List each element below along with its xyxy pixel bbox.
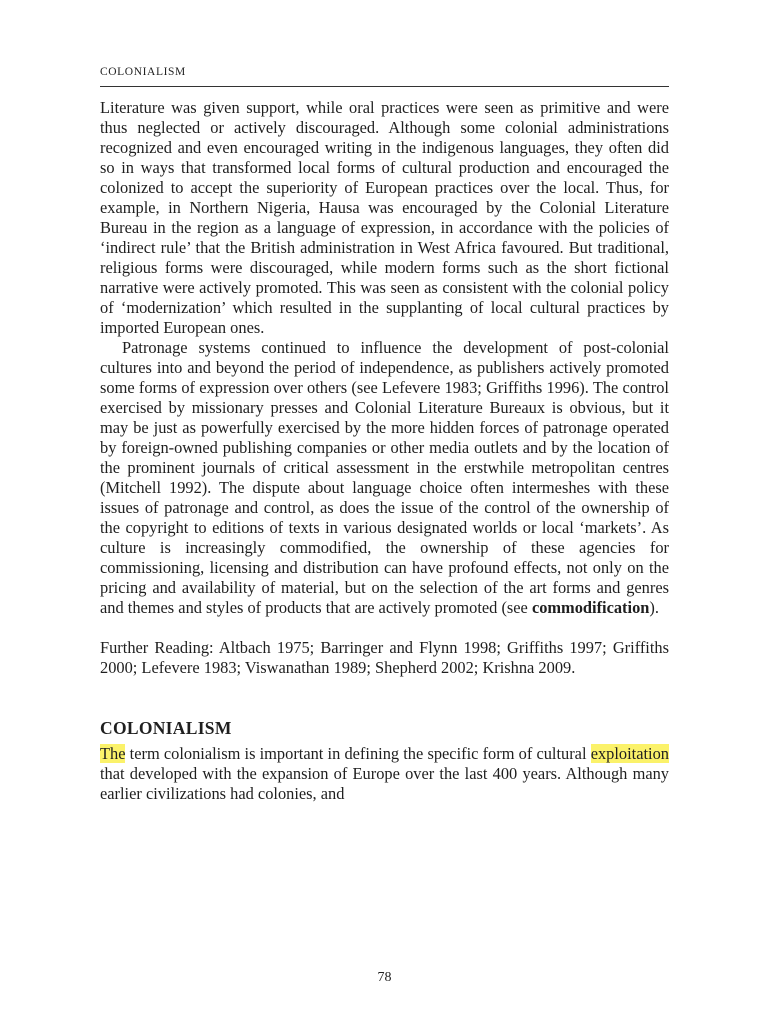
highlighted-word-the: The xyxy=(100,744,126,763)
commodification-cross-reference: commodification xyxy=(531,598,650,617)
page-number: 78 xyxy=(377,970,392,985)
header-rule xyxy=(100,86,669,87)
body-text xyxy=(100,98,669,804)
running-head: COLONIALISM xyxy=(100,66,186,78)
paragraph-patronage xyxy=(100,338,669,618)
paragraph-patronage-end: ). xyxy=(649,598,659,617)
intro-text-2: that developed with the expansion of Europe over the last 400 years. Although many earlier civilizations had colonies, and xyxy=(100,764,669,803)
paragraph-patronage-text: Patronage systems continued to influence the development of post-colonial cultures into and beyond the period of independence, as publishers actively promoted some forms of expression over others (see Lefevere 1983; Griffiths 1996). The control exercised by missionary presses and Colonial Literature Bureaux is obvious, but it may be just as powerfully exercised by the more hidden forces of patronage operated by foreign-owned publishing companies or other media outlets and by the location of the prominent journals of critical assessment in the erstwhile metropolitan centres (Mitchell 1992). The dispute about language choice often intermeshes with these issues of patronage and control, as does the issue of the control of the ownership of the copyright to editions of texts in various designated worlds or local ‘markets’. As culture is increasingly commodified, the ownership of these agencies for commissioning, licensing and distribution can have profound effects, not only on the pricing and availability of material, but on the selection of the art forms and genres and themes and styles of products that are actively promoted (see xyxy=(100,338,669,617)
paragraph-colonialism-intro xyxy=(100,744,669,804)
paragraph-literature-support: Literature was given support, while oral practices were seen as primitive and were thus neglected or actively discouraged. Although some colonial administrations recognized and even encouraged writing in the indigenous languages, they often did so in ways that transformed local forms of cultural production and encouraged the colonized to accept the superiority of European practices over the local. Thus, for example, in Northern Nigeria, Hausa was encouraged by the Colonial Literature Bureau in the region as a language of expression, in accordance with the policies of ‘indirect rule’ that the British administration in West Africa favoured. But traditional, religious forms were discouraged, while modern forms such as the short fictional narrative were actively promoted. This was seen as consistent with the colonial policy of ‘modernization’ which resulted in the supplanting of local cultural practices by imported European ones. xyxy=(100,98,669,337)
highlighted-word-exploitation: exploitation xyxy=(590,744,669,763)
further-reading: Further Reading: Altbach 1975; Barringer and Flynn 1998; Griffiths 1997; Griffiths 2000; Lefevere 1983; Viswanathan 1989; Shepherd 2002; Krishna 2009. xyxy=(100,638,669,677)
section-heading-colonialism: COLONIALISM xyxy=(100,718,232,738)
intro-text-1: term colonialism is important in defining the specific form of cultural xyxy=(125,744,591,763)
